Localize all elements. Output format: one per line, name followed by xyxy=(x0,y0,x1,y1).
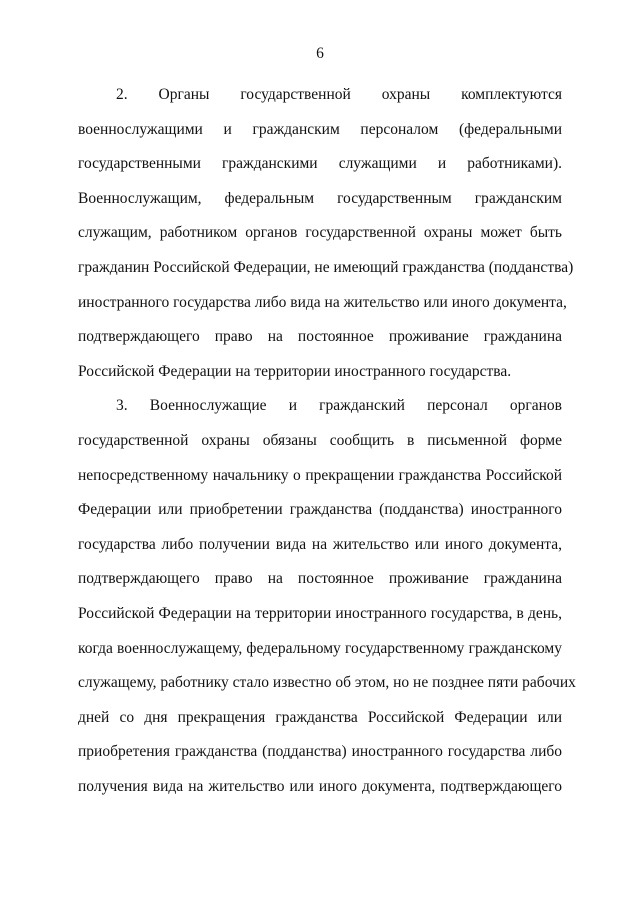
text-line: Федерации или приобретении гражданства (подданства) иностранного xyxy=(78,501,562,519)
text-line: когда военнослужащему, федеральному государственному гражданскому xyxy=(78,639,562,657)
text-line: приобретения гражданства (подданства) иностранного государства либо xyxy=(78,743,562,761)
text-line: военнослужащими и гражданским персоналом (федеральными xyxy=(78,120,562,138)
text-line: Российской Федерации на территории иностранного государства, в день, xyxy=(78,604,562,622)
text-line: Российской Федерации на территории иностранного государства. xyxy=(78,362,512,380)
text-line: 3. Военнослужащие и гражданский персонал органов xyxy=(116,397,562,415)
text-line: служащему, работнику стало известно об этом, но не позднее пяти рабочих xyxy=(78,674,576,692)
text-line: дней со дня прекращения гражданства Российской Федерации или xyxy=(78,708,562,726)
text-line: служащим, работником органов государственной охраны может быть xyxy=(78,224,562,242)
text-line: гражданин Российской Федерации, не имеющий гражданства (подданства) xyxy=(78,258,574,276)
paragraph-2 xyxy=(78,78,574,389)
document-body xyxy=(78,78,576,804)
text-line: подтверждающего право на постоянное проживание гражданина xyxy=(78,570,562,588)
text-line: иностранного государства либо вида на жительство или иного документа, xyxy=(78,293,567,311)
page-number: 6 xyxy=(316,45,324,62)
text-line: непосредственному начальнику о прекращении гражданства Российской xyxy=(78,466,562,484)
text-line: Военнослужащим, федеральным государственным гражданским xyxy=(78,189,562,207)
text-line: подтверждающего право на постоянное проживание гражданина xyxy=(78,328,562,346)
text-line: государства либо получении вида на жительство или иного документа, xyxy=(78,535,562,553)
paragraph-3 xyxy=(78,389,576,804)
text-line: получения вида на жительство или иного документа, подтверждающего xyxy=(78,777,562,795)
text-line: 2. Органы государственной охраны комплектуются xyxy=(116,86,562,103)
text-line: государственной охраны обязаны сообщить в письменной форме xyxy=(78,431,562,449)
text-line: государственными гражданскими служащими и работниками). xyxy=(78,155,562,173)
